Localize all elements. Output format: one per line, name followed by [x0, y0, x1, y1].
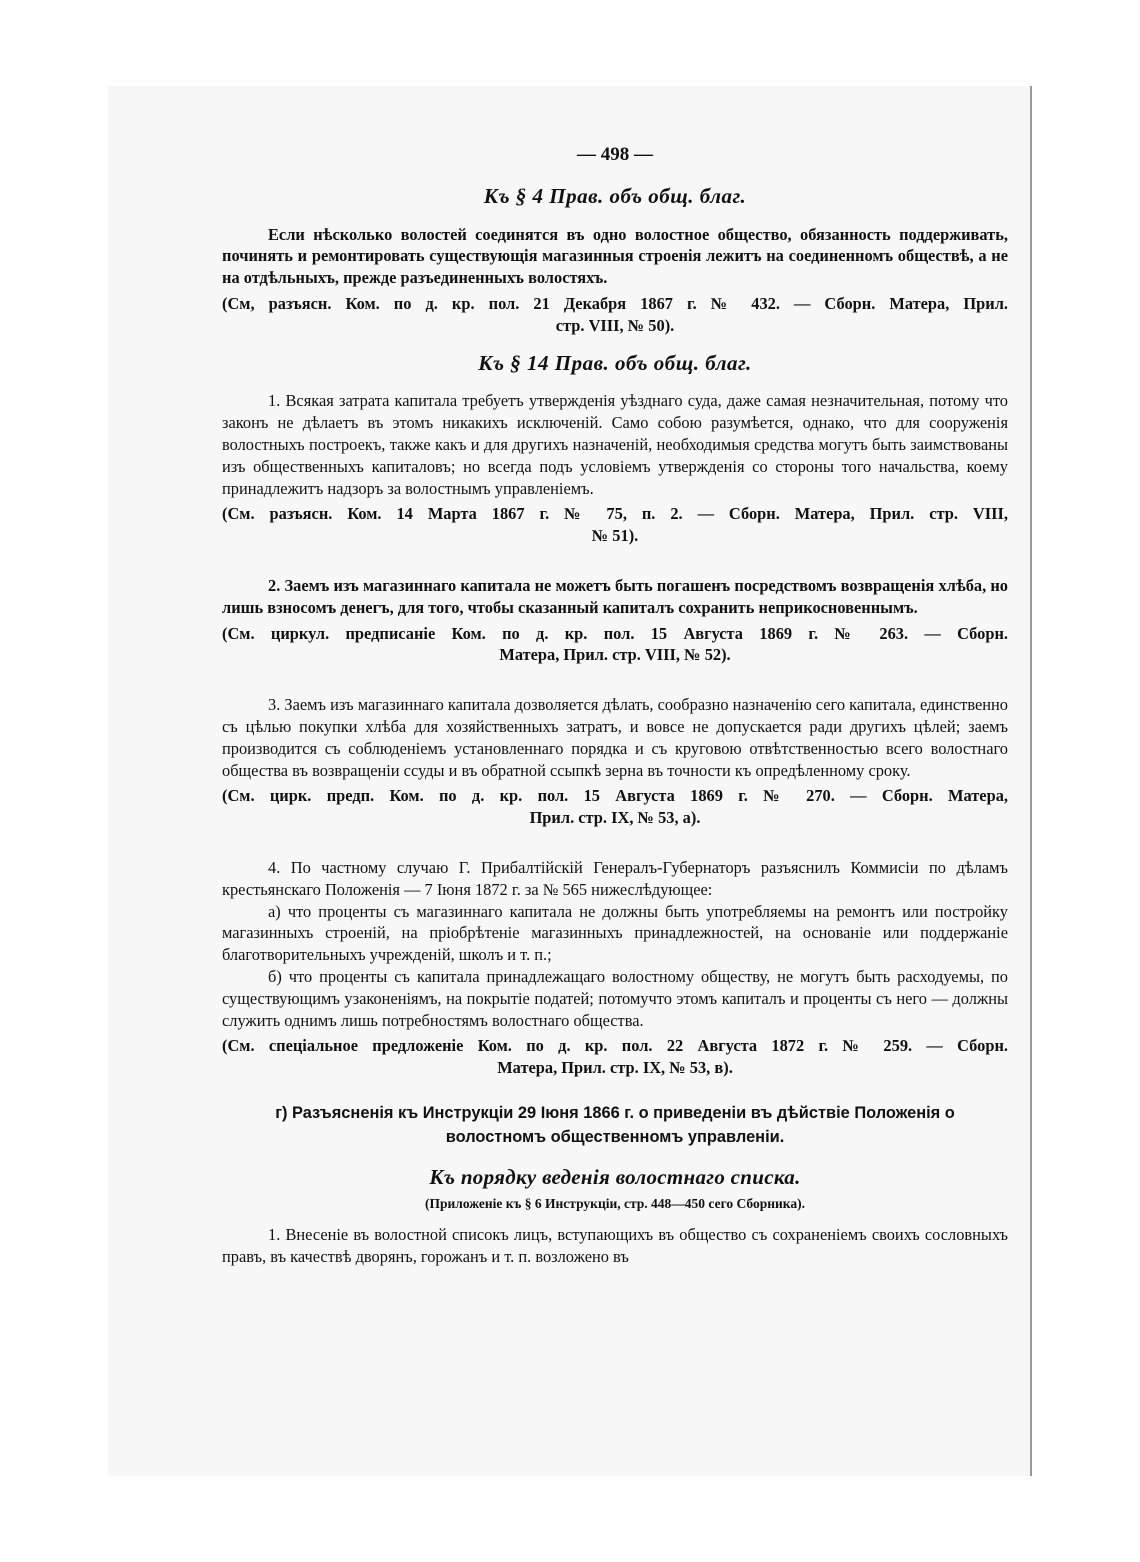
section2-heading: Къ § 14 Прав. объ общ. благ. [478, 350, 752, 375]
section2-item3-reference [222, 785, 1008, 829]
section2-item3: 3. Заемъ изъ магазиннаго капитала дозволяется дѣлать, сообразно назначенію сего капитала, единственно съ цѣлью покупки хлѣба для хозяйственныхъ затратъ, и вовсе не допускается ради другихъ цѣлей; заемъ производится съ соблюденіемъ установленнаго порядка и съ круговою отвѣтственностью всего волостнаго общества въ возвращеніи ссуды и въ обратной ссыпкѣ зерна въ точности къ опредѣленному сроку. [222, 695, 1008, 780]
section1-reference [222, 293, 1008, 337]
section2-item3-ref-line2: Прил. стр. IX, № 53, а). [529, 808, 701, 828]
section1-heading: Къ § 4 Прав. объ общ. благ. [483, 183, 747, 208]
section3-title-line1: г) Разъясненія къ Инструкціи 29 Іюня 1866 г. о приведеніи въ дѣйствіе Положенія о [275, 1103, 955, 1122]
section3-title [222, 1101, 1008, 1149]
section2-item2: 2. Заемъ изъ магазиннаго капитала не можетъ быть погашенъ посредствомъ возвращенія хлѣба, но лишь взносомъ денегъ, для того, чтобы сказанный капиталъ сохранить неприкосновеннымъ. [222, 575, 1008, 617]
section1-paragraph: Если нѣсколько волостей соединятся въ одно волостное общество, обязанность поддерживать, починять и ремонтировать существующія магазинныя строенія лежитъ на соединенномъ обществѣ, а не на отдѣльныхъ, прежде разъединенныхъ волостяхъ. [222, 224, 1008, 288]
section2-item4-ref-line2: Матера, Прил. стр. IX, № 53, в). [497, 1058, 733, 1078]
section2-item4-intro: 4. По частному случаю Г. Прибалтійскій Генералъ-Губернаторъ разъяснилъ Коммисіи по дѣламъ крестьянскаго Положенія — 7 Іюня 1872 г. за № 565 нижеслѣдующее: [222, 857, 1008, 899]
section2-item2-reference [222, 623, 1008, 667]
page-content [222, 140, 1008, 1268]
section2-item4-b: б) что проценты съ капитала принадлежащаго волостному обществу, не могутъ быть расходуемы, по существующимъ узаконеніямъ, на покрытіе податей; потомучто этомъ капиталъ и проценты съ него — должны служить однимъ лишь потребностямъ волостнаго общества. [222, 966, 1008, 1030]
section2-item1-ref-line2: № 51). [591, 526, 639, 546]
section3-title-line2: волостномъ общественномъ управленіи. [445, 1127, 785, 1146]
section3-heading: Къ порядку веденія волостнаго списка. [429, 1164, 801, 1189]
section2-item4-a: а) что проценты съ магазиннаго капитала не должны быть употребляемы на ремонтъ или постройку магазинныхъ строеній, на пріобрѣтеніе магазинныхъ принадлежностей, на основаніе или поддержаніе благотворительныхъ учрежденій, школъ и т. п.; [222, 901, 1008, 965]
section3-item1: 1. Внесеніе въ волостной списокъ лицъ, вступающихъ въ общество съ сохраненіемъ своихъ сословныхъ правъ, въ качествѣ дворянъ, горожанъ и т. п. возложено въ [222, 1225, 1008, 1267]
page-number: — 498 — [577, 144, 653, 165]
section2-item4-reference [222, 1035, 1008, 1079]
section2-item1-ref-line1: (См. разъясн. Ком. 14 Марта 1867 г. № 75, п. 2. — Сборн. Матера, Прил. стр. VIII, [222, 504, 1008, 524]
section2-item3-ref-line1: (См. цирк. предп. Ком. по д. кр. пол. 15 Августа 1869 г. № 270. — Сборн. Матера, [222, 786, 1008, 806]
section2-item4-ref-line1: (См. спеціальное предложеніе Ком. по д. кр. пол. 22 Августа 1872 г. № 259. — Сборн. [222, 1036, 1008, 1056]
section1-ref-line2: стр. VIII, № 50). [555, 315, 675, 335]
section1-ref-line1: (См, разъясн. Ком. по д. кр. пол. 21 Декабря 1867 г. № 432. — Сборн. Матера, Прил. [222, 293, 1008, 313]
page-edge-line [1030, 86, 1032, 1476]
section2-item2-ref-line1: (См. циркул. предписаніе Ком. по д. кр. пол. 15 Августа 1869 г. № 263. — Сборн. [222, 623, 1008, 643]
section3-subnote: (Приложеніе къ § 6 Инструкціи, стр. 448—450 сего Сборника). [424, 1195, 805, 1211]
section2-item1: 1. Всякая затрата капитала требуетъ утвержденія уѣзднаго суда, даже самая незначительная, потому что законъ не дѣлаетъ въ этомъ никакихъ исключеній. Само собою разумѣется, однако, что для сооруженія волостныхъ построекъ, также какъ и для другихъ назначеній, необходимыя средства могутъ быть заимствованы изъ общественныхъ капиталовъ; но всегда подъ условіемъ утвержденія со стороны того начальства, коему принадлежитъ надзоръ за волостнымъ управленіемъ. [222, 391, 1008, 498]
section2-item1-reference [222, 503, 1008, 547]
section2-item2-ref-line2: Матера, Прил. стр. VIII, № 52). [499, 645, 731, 665]
